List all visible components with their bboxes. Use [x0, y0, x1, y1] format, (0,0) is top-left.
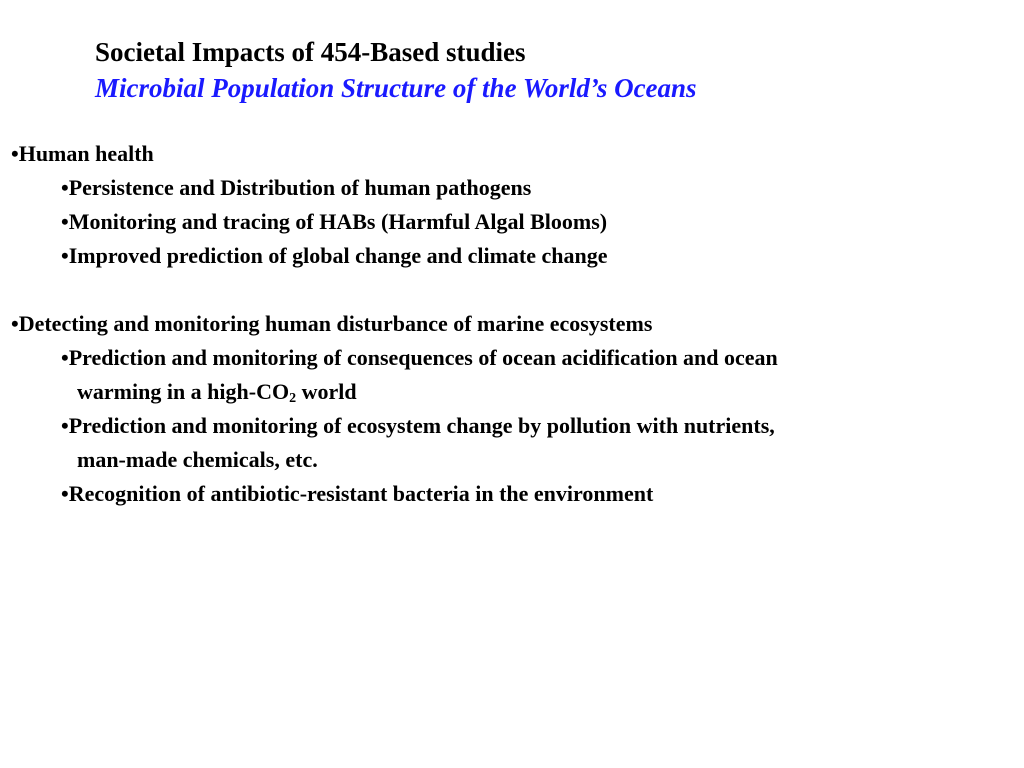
list-item	[11, 477, 1016, 511]
bullet-glyph: •	[61, 481, 69, 506]
list-item-text: Persistence and Distribution of human pathogens	[68, 175, 532, 200]
bullet-glyph: •	[11, 311, 19, 336]
section-heading-human-disturbance	[11, 307, 1016, 341]
bullet-glyph: •	[61, 413, 69, 438]
bullet-glyph: •	[61, 345, 69, 370]
list-item	[11, 341, 1016, 375]
list-item-continuation	[11, 375, 1016, 409]
list-item-text: Recognition of antibiotic-resistant bacteria in the environment	[68, 481, 654, 506]
subscript-2: 2	[289, 391, 297, 406]
list-item-continuation	[11, 443, 1016, 477]
spacer	[11, 273, 1016, 307]
list-item-text: man-made chemicals, etc.	[77, 447, 318, 472]
list-item-text: world	[296, 379, 357, 404]
list-item-text: Monitoring and tracing of HABs (Harmful Algal Blooms)	[68, 209, 608, 234]
list-item-text: warming in a high-CO	[77, 379, 290, 404]
bullet-glyph: •	[11, 141, 19, 166]
section-heading-human-health	[11, 137, 1016, 171]
list-item	[11, 171, 1016, 205]
title-block	[95, 34, 697, 106]
list-item	[11, 409, 1016, 443]
slide-subtitle: Microbial Population Structure of the World’s Oceans	[95, 73, 697, 103]
bullet-glyph: •	[61, 209, 69, 234]
bullet-glyph: •	[61, 175, 69, 200]
section-heading-label: Human health	[18, 141, 154, 166]
list-item-text: Prediction and monitoring of consequences of ocean acidification and ocean	[68, 345, 778, 370]
list-item	[11, 205, 1016, 239]
slide-title: Societal Impacts of 454-Based studies	[95, 37, 526, 67]
bullet-list	[11, 137, 1016, 511]
list-item-text: Prediction and monitoring of ecosystem change by pollution with nutrients,	[68, 413, 775, 438]
list-item	[11, 239, 1016, 273]
bullet-glyph: •	[61, 243, 69, 268]
list-item-text: Improved prediction of global change and climate change	[68, 243, 608, 268]
section-heading-label: Detecting and monitoring human disturbance of marine ecosystems	[18, 311, 653, 336]
